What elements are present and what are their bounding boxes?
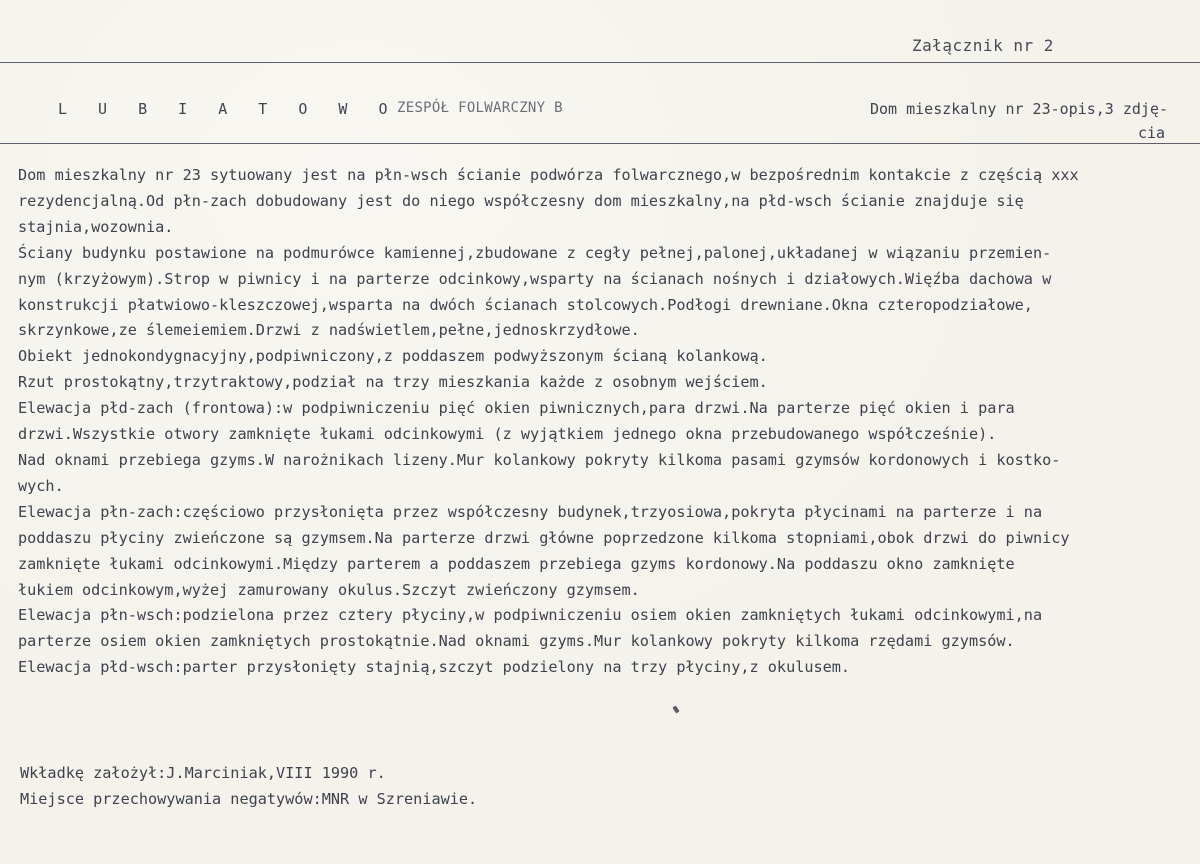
body-line: Dom mieszkalny nr 23 sytuowany jest na płn-wsch ścianie podwórza folwarcznego,w bezpośrednim kontakcie z częścią xxx — [18, 166, 1079, 184]
description-body — [18, 163, 1200, 681]
top-divider — [0, 62, 1200, 63]
document-info-line-1: Dom mieszkalny nr 23-opis,3 zdję- — [870, 100, 1169, 118]
body-line: Elewacja płn-zach:częściowo przysłonięta przez współczesny budynek,trzyosiowa,pokryta płycinami na parterze i na — [18, 502, 1043, 521]
body-line: Rzut prostokątny,trzytraktowy,podział na trzy mieszkania każde z osobnym wejściem. — [18, 373, 768, 392]
body-line: Ściany budynku postawione na podmurówce kamiennej,zbudowane z cegły pełnej,palonej,układanej w wiązaniu przemien- — [18, 243, 1052, 262]
body-line: drzwi.Wszystkie otwory zamknięte łukami odcinkowymi (z wyjątkiem jednego okna przebudowanego współcześnie). — [18, 425, 997, 444]
document-info-line-2: cia — [1138, 124, 1166, 142]
body-line: wych. — [18, 476, 64, 495]
body-line: poddaszu płyciny zwieńczone są gzymsem.Na parterze drzwi główne poprzedzone kilkoma stopniami,obok drzwi do piwnicy — [18, 528, 1070, 547]
body-line: Nad oknami przebiega gzyms.W narożnikach lizeny.Mur kolankowy pokryty kilkoma pasami gzymsów kordonowych i kostko- — [18, 450, 1061, 469]
body-line: Elewacja płn-wsch:podzielona przez cztery płyciny,w podpiwniczeniu osiem okien zamkniętych łukami odcinkowymi,na — [18, 606, 1043, 625]
body-line: rezydencjalną.Od płn-zach dobudowany jest do niego współczesny dom mieszkalny,na płd-wsch ścianie znajduje się — [18, 191, 1024, 210]
place-name: L U B I A T O W O — [58, 100, 399, 118]
body-line: stajnia,wozownia. — [18, 217, 174, 236]
negatives-location-line: Miejsce przechowywania negatywów:MNR w Szreniawie. — [20, 790, 478, 808]
body-line: łukiem odcinkowym,wyżej zamurowany okulus.Szczyt zwieńczony gzymsem. — [18, 580, 640, 599]
header-divider — [0, 143, 1200, 144]
document-info — [870, 97, 1196, 145]
attachment-label: Załącznik nr 2 — [912, 36, 1054, 55]
body-line: Obiekt jednokondygnacyjny,podpiwniczony,z poddaszem podwyższonym ścianą kolankową. — [18, 347, 768, 366]
body-line: konstrukcji płatwiowo-kleszczowej,wsparta na dwóch ścianach stolcowych.Podłogi drewniane.Okna czteropodziałowe, — [18, 295, 1033, 314]
body-line: zamknięte łukami odcinkowymi.Między parterem a poddaszem przebiega gzyms kordonowy.Na poddaszu okno zamknięte — [18, 554, 1015, 573]
body-line: skrzynkowe,ze ślemeiemiem.Drzwi z nadświetlem,pełne,jednoskrzydłowe. — [18, 321, 640, 340]
complex-name: ZESPÓŁ FOLWARCZNY B — [397, 100, 563, 116]
ink-mark — [672, 705, 679, 713]
body-line: Elewacja płd-wsch:parter przysłonięty stajnią,szczyt podzielony na trzy płyciny,z okulusem. — [18, 658, 851, 677]
body-line: Elewacja płd-zach (frontowa):w podpiwniczeniu pięć okien piwnicznych,para drzwi.Na parterze pięć okien i para — [18, 399, 1015, 418]
record-footer — [20, 760, 477, 812]
body-line: parterze osiem okien zamkniętych prostokątnie.Nad oknami gzyms.Mur kolankowy pokryty kilkoma rzędami gzymsów. — [18, 632, 1015, 651]
author-line: Wkładkę założył:J.Marciniak,VIII 1990 r. — [20, 764, 386, 782]
body-line: nym (krzyżowym).Strop w piwnicy i na parterze odcinkowy,wsparty na ścianach nośnych i działowych.Więźba dachowa w — [18, 269, 1052, 288]
